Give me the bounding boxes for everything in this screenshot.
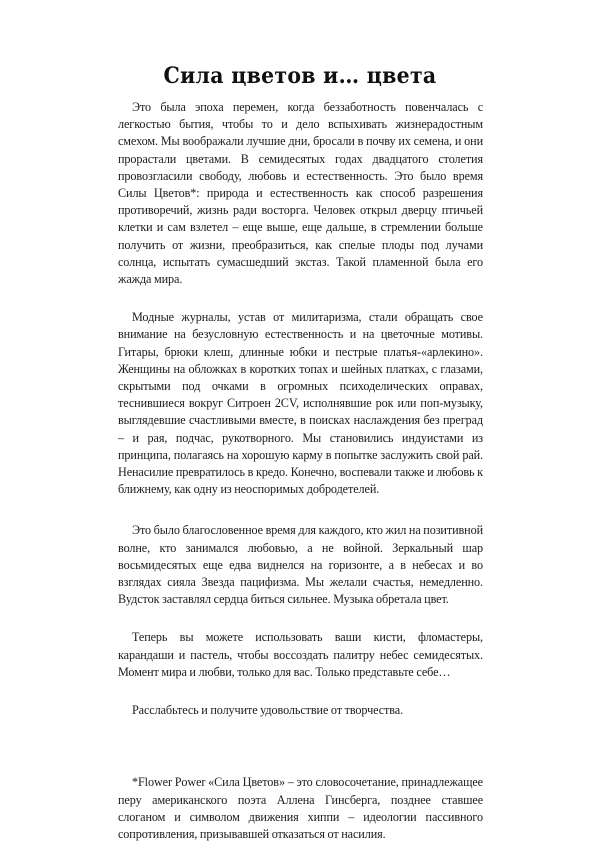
paragraph-3: Это было благословенное время для каждого, кто жил на позитивной волне, кто занимался любовью, а не войной. Зеркальный шар восьмидесятых еще едва виднелся на горизонте, а в небесах и во взглядах сияла Звезда пацифизма. Мы желали счастья, немедленно. Вудсток заставлял сердца биться сильнее. Музыка обретала цвет. bbox=[118, 523, 483, 607]
footnote: *Flower Power «Сила Цветов» – это словосочетание, принадлежащее перу американского поэта Аллена Гинсберга, позднее ставшее слоганом и символом движения хиппи – идеологии пассивного сопротивления, призывавшей отказаться от насилия. bbox=[118, 775, 483, 841]
page-title: Сила цветов и… цвета bbox=[163, 62, 437, 89]
paragraph-2: Модные журналы, устав от милитаризма, стали обращать свое внимание на безусловную естественность и на цветочные мотивы. Гитары, брюки клеш, длинные юбки и пестрые платья-«арлекино». Женщины на обложках в коротких топах и шейных платках, с глазами, скрытыми под очками в огромных психоделических оправах, теснившиеся вокруг Ситроен 2CV, исполнявшие рок или поп-музыку, выглядевшие счастливыми вместе, в поисках наслаждения без преград – и рая, подчас, рукотворного. Мы становились индуистами из принципа, полагаясь на хорошую карму в попытке заслужить свой рай. Ненасилие превратилось в кредо. Конечно, воспевали также и любовь к ближнему, как одну из неоспоримых добродетелей. bbox=[118, 310, 483, 497]
paragraph-1: Это была эпоха перемен, когда беззаботность повенчалась с легкостью бытия, чтобы то и дело вспыхивать жизнерадостным смехом. Мы воображали лучшие дни, бросали в почву их семена, и они прорастали цветами. В семидесятых годах двадцатого столетия провозгласили свободу, любовь и естественность. Это было время Силы Цветов*: природа и естественность как способ разрешения противоречий, жизнь ради восторга. Человек открыл дверцу птичьей клетки и сам взлетел – еще выше, еще дальше, в стремлении больше получить от жизни, преобразиться, как спелые плоды под лучами солнца, испытать сумасшедший экстаз. Такой пламенной была его жажда мира. bbox=[118, 100, 483, 287]
body-text bbox=[118, 99, 483, 843]
paragraph-5: Расслабьтесь и получите удовольствие от творчества. bbox=[132, 703, 404, 718]
paragraph-4: Теперь вы можете использовать ваши кисти, фломастеры, карандаши и пастель, чтобы воссоздать палитру небес семидесятых. Момент мира и любви, только для вас. Только представьте себе… bbox=[118, 630, 483, 679]
